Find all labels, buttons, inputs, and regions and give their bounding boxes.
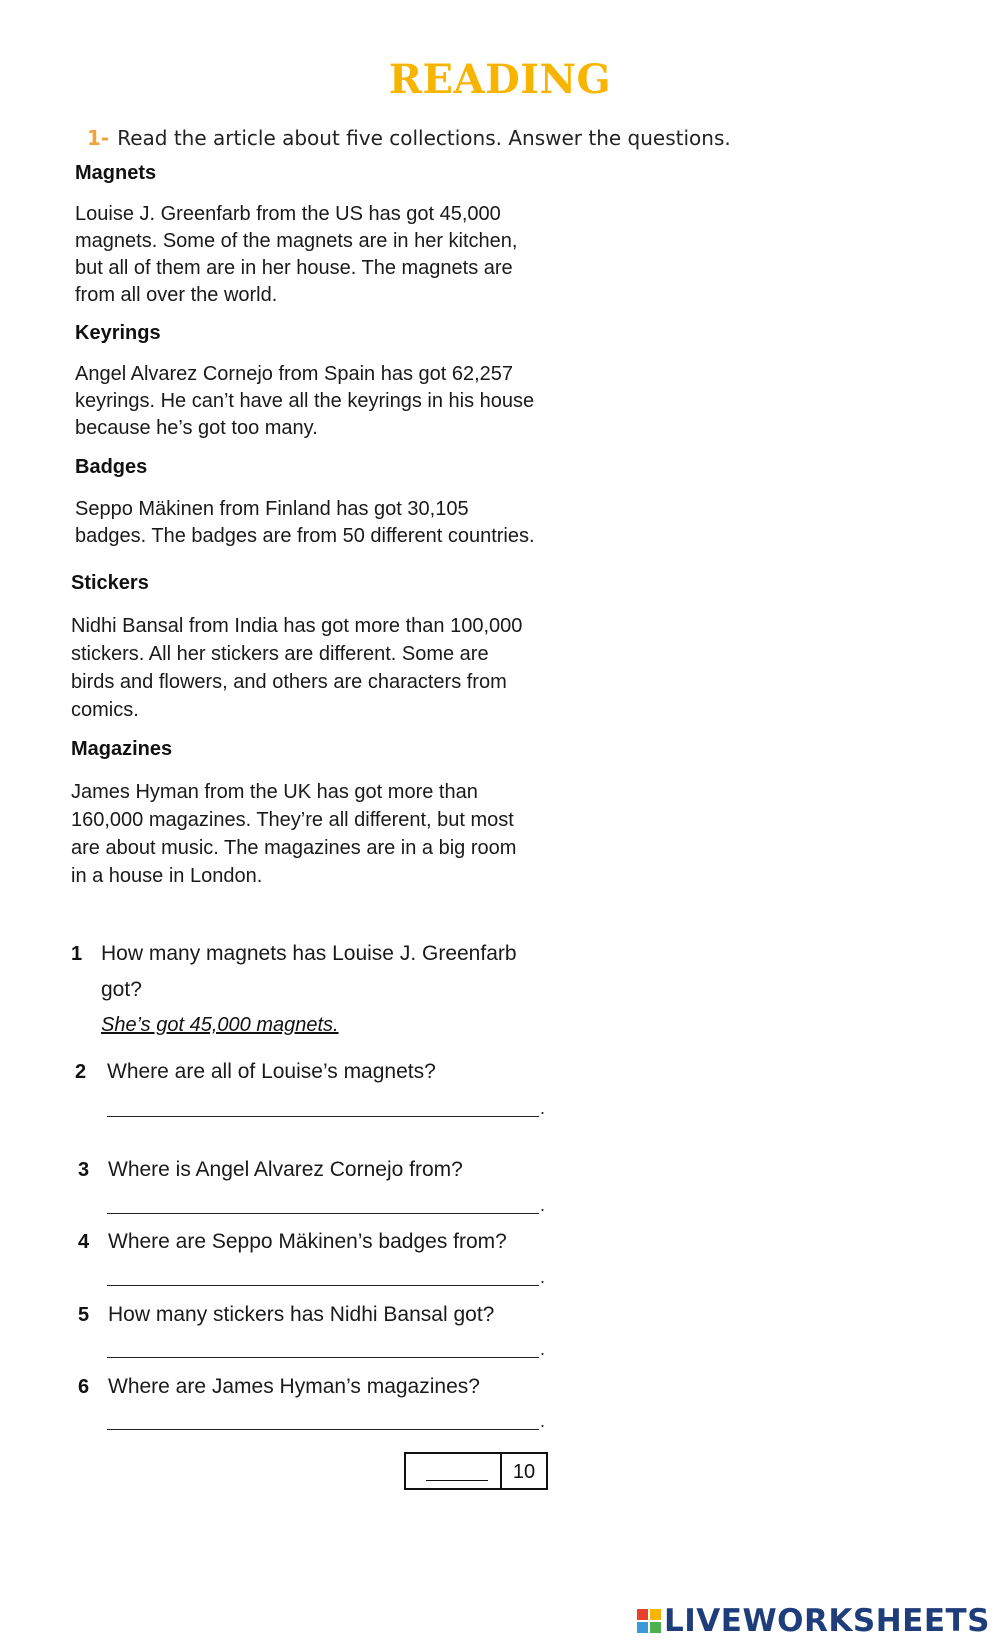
question-text-2: Where are all of Louise’s magnets? (107, 1060, 436, 1083)
answer-terminator: . (540, 1339, 546, 1359)
text-line: Angel Alvarez Cornejo from Spain has got 62,257 (75, 363, 514, 385)
text-line: badges. The badges are from 50 different countries. (75, 525, 535, 547)
question-text-1-cont: got? (101, 978, 142, 1001)
question-text-1: How many magnets has Louise J. Greenfarb (101, 942, 517, 965)
page-title: READING (388, 56, 612, 103)
instruction (87, 126, 731, 150)
answer-terminator: . (540, 1267, 546, 1287)
section-heading-keyrings: Keyrings (75, 322, 161, 344)
instruction-number: 1- (87, 126, 110, 150)
text-line: but all of them are in her house. The magnets are (75, 257, 513, 279)
text-line: birds and flowers, and others are characters from (71, 671, 507, 693)
question-number-2: 2 (75, 1061, 87, 1083)
answer-terminator: . (540, 1411, 546, 1431)
score-box (404, 1452, 548, 1490)
answer-terminator: . (540, 1098, 546, 1118)
logo-square (650, 1609, 661, 1620)
question-text-3: Where is Angel Alvarez Cornejo from? (108, 1158, 463, 1181)
text-line: stickers. All her stickers are different. Some are (71, 643, 489, 665)
section-text-magnets (75, 201, 517, 309)
question-number-4: 4 (78, 1231, 90, 1253)
liveworksheets-logo (637, 1603, 990, 1639)
text-line: because he’s got too many. (75, 417, 318, 439)
answer-field-6[interactable] (107, 1429, 539, 1430)
answer-field-5[interactable] (107, 1357, 539, 1358)
question-number-1: 1 (71, 943, 83, 965)
question-number-5: 5 (78, 1304, 90, 1326)
instruction-text: Read the article about five collections. Answer the questions. (117, 126, 731, 150)
logo-square (637, 1622, 648, 1633)
question-text-4: Where are Seppo Mäkinen’s badges from? (108, 1230, 507, 1253)
logo-mark-icon (637, 1609, 661, 1633)
logo-square (650, 1622, 661, 1633)
section-text-keyrings (75, 361, 534, 442)
section-heading-badges: Badges (75, 456, 148, 478)
text-line: James Hyman from the UK has got more than (71, 781, 478, 803)
text-line: are about music. The magazines are in a big room (71, 837, 517, 859)
text-line: comics. (71, 699, 139, 721)
question-text-5: How many stickers has Nidhi Bansal got? (108, 1303, 495, 1326)
answer-field-4[interactable] (107, 1285, 539, 1286)
text-line: Seppo Mäkinen from Finland has got 30,105 (75, 498, 469, 520)
section-heading-magazines: Magazines (71, 738, 173, 760)
answer-field-3[interactable] (107, 1213, 539, 1214)
question-number-3: 3 (78, 1159, 90, 1181)
text-line: keyrings. He can’t have all the keyrings in his house (75, 390, 535, 412)
answer-terminator: . (540, 1195, 546, 1215)
example-answer: She’s got 45,000 magnets. (101, 1014, 339, 1036)
logo-text: LIVEWORKSHEETS (664, 1603, 990, 1639)
logo-square (637, 1609, 648, 1620)
text-line: magnets. Some of the magnets are in her kitchen, (75, 230, 518, 252)
text-line: Louise J. Greenfarb from the US has got 45,000 (75, 203, 501, 225)
section-text-magazines (71, 778, 516, 890)
section-text-badges (75, 496, 535, 550)
question-text-6: Where are James Hyman’s magazines? (108, 1375, 480, 1398)
section-heading-magnets: Magnets (75, 162, 157, 184)
text-line: Nidhi Bansal from India has got more than 100,000 (71, 615, 523, 637)
answer-field-2[interactable] (107, 1116, 539, 1117)
section-text-stickers (71, 612, 522, 724)
score-total: 10 (512, 1461, 536, 1483)
text-line: from all over the world. (75, 284, 278, 306)
score-field[interactable] (406, 1454, 502, 1488)
question-number-6: 6 (78, 1376, 90, 1398)
section-heading-stickers: Stickers (71, 572, 149, 594)
text-line: 160,000 magazines. They’re all different, but most (71, 809, 514, 831)
text-line: in a house in London. (71, 865, 263, 887)
